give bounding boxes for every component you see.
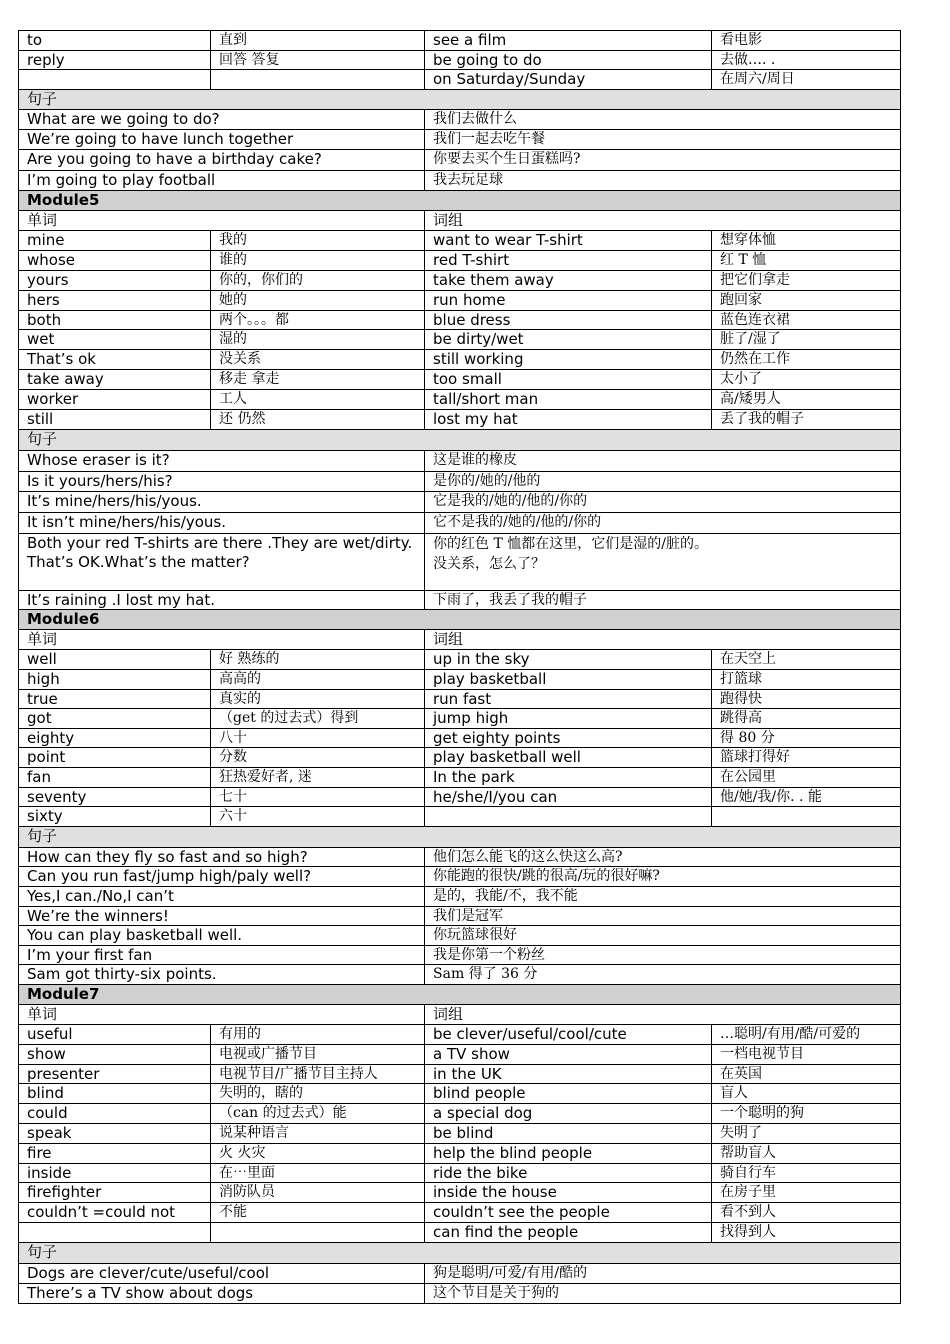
word-cn: 直到 <box>211 31 425 51</box>
word-row <box>19 50 901 70</box>
phrase-cn: 在公园里 <box>712 768 901 788</box>
phrase-cn: 看电影 <box>712 31 901 51</box>
word-cn: 说某种语言 <box>211 1123 425 1143</box>
phrase-cn: 找得到人 <box>712 1222 901 1242</box>
sentence-row <box>19 109 901 129</box>
section-heading: 句子 <box>19 1242 901 1263</box>
word-row <box>19 728 901 748</box>
module-header-row <box>19 984 901 1004</box>
phrase-en: red T-shirt <box>425 250 712 270</box>
phrase-en: be blind <box>425 1123 712 1143</box>
word-en: still <box>19 409 211 429</box>
word-cn: 好 熟练的 <box>211 650 425 670</box>
word-row <box>19 1104 901 1124</box>
word-cn: （get 的过去式）得到 <box>211 709 425 729</box>
word-en: got <box>19 709 211 729</box>
sentence-row <box>19 471 901 492</box>
phrase-heading: 词组 <box>425 210 901 230</box>
sentence-cn: 我是你第一个粉丝 <box>425 945 901 965</box>
sentence-cn: 这个节目是关于狗的 <box>425 1283 901 1303</box>
phrase-cn: 打篮球 <box>712 670 901 690</box>
phrase-cn: 跑得快 <box>712 689 901 709</box>
word-heading: 单词 <box>19 1004 425 1024</box>
word-row <box>19 1044 901 1064</box>
word-cn: 电视或广播节目 <box>211 1044 425 1064</box>
word-cn: 失明的，瞎的 <box>211 1084 425 1104</box>
word-cn <box>211 1222 425 1242</box>
sentence-cn: 你玩篮球很好 <box>425 926 901 946</box>
phrase-cn: 丢了我的帽子 <box>712 409 901 429</box>
sentence-row <box>19 906 901 926</box>
word-en: take away <box>19 370 211 390</box>
sentence-cn: 我去玩足球 <box>425 170 901 190</box>
phrase-en: jump high <box>425 709 712 729</box>
sentence-row <box>19 926 901 946</box>
sentence-line: That’s OK.What’s the matter? <box>27 553 250 572</box>
word-heading: 单词 <box>19 210 425 230</box>
phrase-cn: 想穿体恤 <box>712 230 901 250</box>
section-heading: 句子 <box>19 89 901 109</box>
module-header-row <box>19 610 901 630</box>
sentence-en: Is it yours/hers/his? <box>19 471 425 492</box>
module-title: Module6 <box>19 610 901 630</box>
word-cn: 没关系 <box>211 350 425 370</box>
sentence-header-row <box>19 429 901 450</box>
word-en: reply <box>19 50 211 70</box>
sentence-cn: 它是我的/她的/他的/你的 <box>425 492 901 513</box>
word-row <box>19 768 901 788</box>
phrase-en: a special dog <box>425 1104 712 1124</box>
word-cn: 在⋯里面 <box>211 1163 425 1183</box>
word-cn: 七十 <box>211 787 425 807</box>
phrase-en: inside the house <box>425 1183 712 1203</box>
word-en: mine <box>19 230 211 250</box>
sentence-en: I’m going to play football <box>19 170 425 190</box>
sentence-en: Yes,I can./No,I can’t <box>19 887 425 907</box>
word-cn: 电视节目/广播节目主持人 <box>211 1064 425 1084</box>
word-en: true <box>19 689 211 709</box>
word-en: yours <box>19 270 211 290</box>
phrase-en: be going to do <box>425 50 712 70</box>
phrase-cn: 在英国 <box>712 1064 901 1084</box>
phrase-en: help the blind people <box>425 1143 712 1163</box>
word-cn: （can 的过去式）能 <box>211 1104 425 1124</box>
word-en: sixty <box>19 807 211 827</box>
word-row <box>19 787 901 807</box>
sentence-cn: 你要去买个生日蛋糕吗? <box>425 150 901 170</box>
word-en: worker <box>19 390 211 410</box>
phrase-en: tall/short man <box>425 390 712 410</box>
word-heading: 单词 <box>19 630 425 650</box>
sentence-row <box>19 847 901 867</box>
word-en: high <box>19 670 211 690</box>
sentence-header-row <box>19 826 901 847</box>
sentence-row <box>19 450 901 471</box>
word-row <box>19 250 901 270</box>
phrase-heading: 词组 <box>425 1004 901 1024</box>
sentence-row <box>19 534 901 591</box>
sentence-en: You can play basketball well. <box>19 926 425 946</box>
phrase-cn: 失明了 <box>712 1123 901 1143</box>
word-en: That’s ok <box>19 350 211 370</box>
phrase-en: in the UK <box>425 1064 712 1084</box>
phrase-cn: 跳得高 <box>712 709 901 729</box>
word-en: both <box>19 310 211 330</box>
word-row <box>19 1222 901 1242</box>
word-row <box>19 409 901 429</box>
sentence-en: Whose eraser is it? <box>19 450 425 471</box>
word-cn: 谁的 <box>211 250 425 270</box>
word-en <box>19 1222 211 1242</box>
sentence-en: It’s mine/hers/his/yous. <box>19 492 425 513</box>
word-row <box>19 689 901 709</box>
sentence-en: Dogs are clever/cute/useful/cool <box>19 1263 425 1283</box>
word-row <box>19 1064 901 1084</box>
phrase-cn <box>712 807 901 827</box>
phrase-cn: 得 80 分 <box>712 728 901 748</box>
phrase-cn: 把它们拿走 <box>712 270 901 290</box>
sentence-cn: 你能跑的很快/跳的很高/玩的很好嘛? <box>425 867 901 887</box>
word-en: fire <box>19 1143 211 1163</box>
word-en: couldn’t =could not <box>19 1203 211 1223</box>
phrase-cn: …聪明/有用/酷/可爱的 <box>712 1024 901 1044</box>
phrase-cn: 在天空上 <box>712 650 901 670</box>
vocabulary-table <box>18 30 901 1304</box>
phrase-cn: 在周六/周日 <box>712 70 901 90</box>
phrase-cn: 蓝色连衣裙 <box>712 310 901 330</box>
sentence-row <box>19 965 901 985</box>
sentence-row <box>19 887 901 907</box>
word-en: hers <box>19 290 211 310</box>
phrase-cn: 跑回家 <box>712 290 901 310</box>
sentence-row <box>19 867 901 887</box>
sentence-cn: 我们是冠军 <box>425 906 901 926</box>
word-cn: 八十 <box>211 728 425 748</box>
word-row <box>19 270 901 290</box>
word-en <box>19 70 211 90</box>
section-heading: 句子 <box>19 429 901 450</box>
sentence-en: It’s raining .I lost my hat. <box>19 591 425 610</box>
sentence-header-row <box>19 89 901 109</box>
sentence-cn: 是你的/她的/他的 <box>425 471 901 492</box>
word-cn: 移走 拿走 <box>211 370 425 390</box>
sentence-cn: 这是谁的橡皮 <box>425 450 901 471</box>
sentence-cn: 他们怎么能飞的这么快这么高? <box>425 847 901 867</box>
word-row <box>19 230 901 250</box>
sentence-cn <box>425 534 901 591</box>
phrase-en: can find the people <box>425 1222 712 1242</box>
sentence-row <box>19 130 901 150</box>
word-en: point <box>19 748 211 768</box>
sentence-en: I’m your first fan <box>19 945 425 965</box>
phrase-en: still working <box>425 350 712 370</box>
word-en: to <box>19 31 211 51</box>
word-row <box>19 670 901 690</box>
sentence-en <box>19 534 425 591</box>
word-en: well <box>19 650 211 670</box>
word-en: whose <box>19 250 211 270</box>
word-row <box>19 1123 901 1143</box>
word-en: presenter <box>19 1064 211 1084</box>
word-cn: 真实的 <box>211 689 425 709</box>
sentence-row <box>19 1283 901 1303</box>
phrase-en: he/she/I/you can <box>425 787 712 807</box>
section-heading: 句子 <box>19 826 901 847</box>
word-cn: 工人 <box>211 390 425 410</box>
module-title: Module5 <box>19 190 901 210</box>
sentence-header-row <box>19 1242 901 1263</box>
sentence-en: We’re going to have lunch together <box>19 130 425 150</box>
phrase-en: blind people <box>425 1084 712 1104</box>
word-row <box>19 1024 901 1044</box>
sentence-line: 你的红色 T 恤都在这里，它们是湿的/脏的。 <box>433 536 708 553</box>
sentence-row <box>19 513 901 534</box>
word-cn: 分数 <box>211 748 425 768</box>
word-cn: 我的 <box>211 230 425 250</box>
sentence-line: Both your red T-shirts are there .They are wet/dirty. <box>27 534 413 553</box>
phrase-cn: 帮助盲人 <box>712 1143 901 1163</box>
word-row <box>19 1143 901 1163</box>
word-row <box>19 1183 901 1203</box>
sentence-en: We’re the winners! <box>19 906 425 926</box>
word-row <box>19 70 901 90</box>
phrase-en: too small <box>425 370 712 390</box>
word-phrase-header-row <box>19 630 901 650</box>
word-en: inside <box>19 1163 211 1183</box>
phrase-en: be clever/useful/cool/cute <box>425 1024 712 1044</box>
phrase-en: couldn’t see the people <box>425 1203 712 1223</box>
sentence-cn: 下雨了，我丢了我的帽子 <box>425 591 901 610</box>
sentence-en: Are you going to have a birthday cake? <box>19 150 425 170</box>
word-cn: 还 仍然 <box>211 409 425 429</box>
word-cn: 有用的 <box>211 1024 425 1044</box>
sentence-en: It isn’t mine/hers/his/yous. <box>19 513 425 534</box>
phrase-en: take them away <box>425 270 712 290</box>
word-en: seventy <box>19 787 211 807</box>
phrase-cn: 骑自行车 <box>712 1163 901 1183</box>
phrase-en: play basketball <box>425 670 712 690</box>
sentence-cn: 我们一起去吃午餐 <box>425 130 901 150</box>
sentence-row <box>19 492 901 513</box>
word-row <box>19 1203 901 1223</box>
phrase-cn: 脏了/湿了 <box>712 330 901 350</box>
phrase-en: lost my hat <box>425 409 712 429</box>
sentence-cn: 它不是我的/她的/他的/你的 <box>425 513 901 534</box>
sentence-row <box>19 170 901 190</box>
word-row <box>19 390 901 410</box>
sentence-row <box>19 945 901 965</box>
phrase-cn: 一档电视节目 <box>712 1044 901 1064</box>
sentence-en: Can you run fast/jump high/paly well? <box>19 867 425 887</box>
sentence-cn: 是的，我能/不，我不能 <box>425 887 901 907</box>
phrase-cn: 他/她/我/你. . 能 <box>712 787 901 807</box>
word-row <box>19 330 901 350</box>
word-en: show <box>19 1044 211 1064</box>
word-en: firefighter <box>19 1183 211 1203</box>
sentence-row <box>19 150 901 170</box>
phrase-en: run fast <box>425 689 712 709</box>
phrase-cn: 看不到人 <box>712 1203 901 1223</box>
word-cn: 湿的 <box>211 330 425 350</box>
module-title: Module7 <box>19 984 901 1004</box>
word-en: useful <box>19 1024 211 1044</box>
phrase-en: play basketball well <box>425 748 712 768</box>
word-row <box>19 709 901 729</box>
word-en: could <box>19 1104 211 1124</box>
word-row <box>19 31 901 51</box>
sentence-en: There’s a TV show about dogs <box>19 1283 425 1303</box>
phrase-en: In the park <box>425 768 712 788</box>
word-cn: 消防队员 <box>211 1183 425 1203</box>
phrase-en: run home <box>425 290 712 310</box>
word-row <box>19 807 901 827</box>
phrase-cn: 太小了 <box>712 370 901 390</box>
word-row <box>19 370 901 390</box>
sentence-row <box>19 591 901 610</box>
phrase-en: blue dress <box>425 310 712 330</box>
phrase-cn: 红 T 恤 <box>712 250 901 270</box>
word-cn <box>211 70 425 90</box>
word-cn: 狂热爱好者, 迷 <box>211 768 425 788</box>
word-en: wet <box>19 330 211 350</box>
phrase-en: ride the bike <box>425 1163 712 1183</box>
sentence-cn: 我们去做什么 <box>425 109 901 129</box>
sentence-en: What are we going to do? <box>19 109 425 129</box>
phrase-cn: 仍然在工作 <box>712 350 901 370</box>
word-row <box>19 748 901 768</box>
phrase-cn: 高/矮男人 <box>712 390 901 410</box>
word-row <box>19 650 901 670</box>
phrase-heading: 词组 <box>425 630 901 650</box>
sentence-en: How can they fly so fast and so high? <box>19 847 425 867</box>
phrase-en: see a film <box>425 31 712 51</box>
phrase-cn: 在房子里 <box>712 1183 901 1203</box>
phrase-cn: 一个聪明的狗 <box>712 1104 901 1124</box>
word-row <box>19 350 901 370</box>
phrase-en: on Saturday/Sunday <box>425 70 712 90</box>
phrase-en: get eighty points <box>425 728 712 748</box>
word-en: speak <box>19 1123 211 1143</box>
sentence-cn: Sam 得了 36 分 <box>425 965 901 985</box>
phrase-en: up in the sky <box>425 650 712 670</box>
phrase-cn: 盲人 <box>712 1084 901 1104</box>
phrase-cn: 去做…. . <box>712 50 901 70</box>
phrase-cn: 篮球打得好 <box>712 748 901 768</box>
sentence-cn: 狗是聪明/可爱/有用/酷的 <box>425 1263 901 1283</box>
word-cn: 六十 <box>211 807 425 827</box>
word-cn: 回答 答复 <box>211 50 425 70</box>
phrase-en: a TV show <box>425 1044 712 1064</box>
word-cn: 高高的 <box>211 670 425 690</box>
word-cn: 不能 <box>211 1203 425 1223</box>
word-row <box>19 310 901 330</box>
word-cn: 你的，你们的 <box>211 270 425 290</box>
word-en: blind <box>19 1084 211 1104</box>
word-cn: 她的 <box>211 290 425 310</box>
phrase-en: be dirty/wet <box>425 330 712 350</box>
word-cn: 两个。。。都 <box>211 310 425 330</box>
module-header-row <box>19 190 901 210</box>
word-row <box>19 1163 901 1183</box>
word-row <box>19 1084 901 1104</box>
word-row <box>19 290 901 310</box>
sentence-en: Sam got thirty-six points. <box>19 965 425 985</box>
phrase-en <box>425 807 712 827</box>
word-en: eighty <box>19 728 211 748</box>
sentence-line: 没关系，怎么了？ <box>433 556 545 573</box>
word-phrase-header-row <box>19 1004 901 1024</box>
word-en: fan <box>19 768 211 788</box>
phrase-en: want to wear T-shirt <box>425 230 712 250</box>
sentence-row <box>19 1263 901 1283</box>
word-cn: 火 火灾 <box>211 1143 425 1163</box>
word-phrase-header-row <box>19 210 901 230</box>
